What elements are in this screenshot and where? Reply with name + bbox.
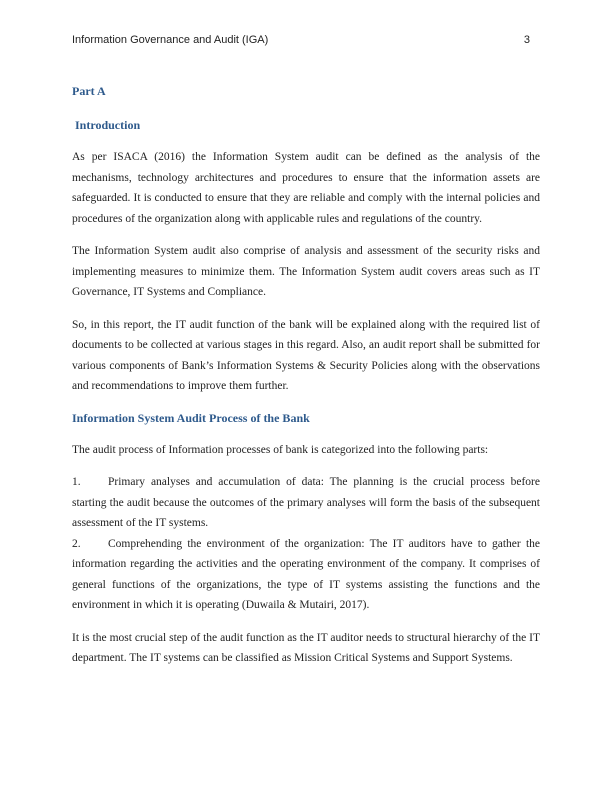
document-body bbox=[72, 82, 540, 681]
list-item bbox=[72, 534, 540, 616]
intro-paragraph: So, in this report, the IT audit function of the bank will be explained along with the required list of documents to be collected at various stages in this regard. Also, an audit report shall be submitted for various components of Bank’s Information Systems & Security Policies along with the observations and recommendations to improve them further. bbox=[72, 318, 540, 392]
list-text: Primary analyses and accumulation of data: The planning is the crucial process before starting the audit because the outcomes of the primary analyses will form the basis of the subsequent assessment of the IT systems. bbox=[72, 476, 540, 529]
process-heading: Information System Audit Process of the Bank bbox=[72, 410, 310, 425]
intro-paragraph: As per ISACA (2016) the Information System audit can be defined as the analysis of the mechanisms, technology architectures and procedures to ensure that the information assets are safeguarded. It is conducted to ensure that they are reliable and comply with the internal policies and procedures of the organization along with applicable rules and regulations of the country. bbox=[72, 151, 540, 225]
process-intro-paragraph: The audit process of Information processes of bank is categorized into the following parts: bbox=[72, 443, 489, 456]
intro-paragraph: The Information System audit also comprise of analysis and assessment of the security risks and implementing measures to minimize them. The Information System audit covers areas such as IT Governance, IT Systems and Compliance. bbox=[72, 245, 540, 298]
closing-paragraph: It is the most crucial step of the audit function as the IT auditor needs to structural hierarchy of the IT department. The IT systems can be classified as Mission Critical Systems and Support Systems. bbox=[72, 631, 540, 664]
list-item bbox=[72, 472, 540, 534]
header-title: Information Governance and Audit (IGA) bbox=[72, 34, 269, 46]
part-heading: Part A bbox=[72, 84, 106, 98]
list-number: 2. bbox=[72, 537, 81, 550]
introduction-heading: Introduction bbox=[75, 118, 141, 132]
numbered-list bbox=[72, 472, 540, 616]
list-text: Comprehending the environment of the organization: The IT auditors have to gather the information regarding the activities and the operating environment of the company. It comprises of general functions of the organizations, the type of IT systems assisting the functions and the environment in which it is operating (Duwaila & Mutairi, 2017). bbox=[72, 537, 540, 611]
list-number: 1. bbox=[72, 476, 81, 488]
page-number: 3 bbox=[523, 34, 530, 46]
page-header bbox=[72, 34, 540, 52]
